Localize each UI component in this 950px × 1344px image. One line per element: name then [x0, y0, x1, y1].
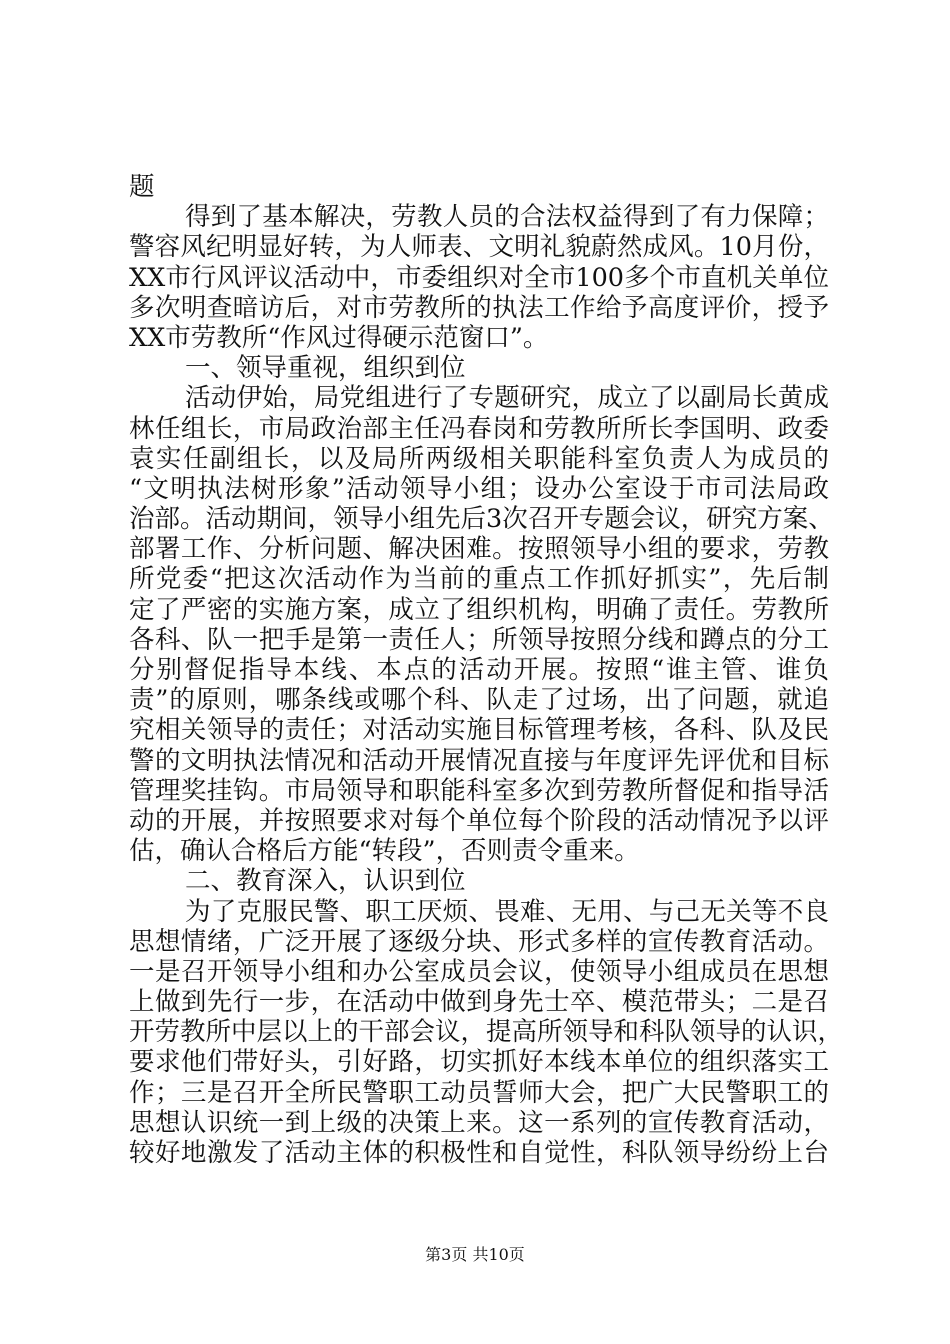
- page-footer: [0, 1242, 950, 1265]
- text-line: 分别督促指导本线、本点的活动开展。按照“谁主管、谁负: [129, 655, 829, 685]
- text-line: 开劳教所中层以上的干部会议，提高所领导和科队领导的认识，: [129, 1017, 844, 1048]
- text-line: 袁实任副组长，以及局所两级相关职能科室负责人为成员的: [129, 443, 829, 474]
- text-line: 警的文明执法情况和活动开展情况直接与年度评先评优和目标: [129, 745, 829, 776]
- text-line: “文明执法树形象”活动领导小组；设办公室设于市司法局政: [129, 473, 829, 504]
- page-number-label: 第3页 共10页: [425, 1245, 525, 1264]
- text-line: 得到了基本解决，劳教人员的合法权益得到了有力保障；: [185, 202, 829, 233]
- text-line: 估，确认合格后方能“转段”，否则责令重来。: [129, 836, 640, 867]
- text-line: 究相关领导的责任；对活动实施目标管理考核，各科、队及民: [129, 715, 829, 746]
- text-line: 活动伊始，局党组进行了专题研究，成立了以副局长黄成: [185, 383, 829, 414]
- text-line: XX市行风评议活动中，市委组织对全市100多个市直机关单位: [129, 262, 829, 293]
- text-line: 较好地激发了活动主体的积极性和自觉性，科队领导纷纷上台: [129, 1138, 829, 1168]
- text-line: 一、领导重视，组织到位: [185, 353, 466, 384]
- text-line: 定了严密的实施方案，成立了组织机构，明确了责任。劳教所: [129, 594, 829, 625]
- text-line: 为了克服民警、职工厌烦、畏难、无用、与己无关等不良: [185, 896, 829, 927]
- text-line: 思想认识统一到上级的决策上来。这一系列的宣传教育活动，: [129, 1107, 829, 1138]
- text-line: 一是召开领导小组和办公室成员会议，使领导小组成员在思想: [129, 956, 829, 987]
- document-body: [129, 172, 844, 1168]
- text-line: 动的开展，并按照要求对每个单位每个阶段的活动情况予以评: [129, 805, 829, 836]
- text-line: 部署工作、分析问题、解决困难。按照领导小组的要求，劳教: [129, 534, 829, 565]
- text-line: 各科、队一把手是第一责任人；所领导按照分线和蹲点的分工: [129, 624, 829, 655]
- text-line: 警容风纪明显好转，为人师表、文明礼貌蔚然成风。10月份，: [129, 232, 829, 263]
- text-line: 多次明查暗访后，对市劳教所的执法工作给予高度评价，授予: [129, 292, 829, 323]
- text-line: 思想情绪，广泛开展了逐级分块、形式多样的宣传教育活动。: [129, 926, 829, 957]
- text-line: 要求他们带好头，引好路，切实抓好本线本单位的组织落实工: [129, 1047, 829, 1078]
- text-line: 治部。活动期间，领导小组先后3次召开专题会议，研究方案、: [129, 504, 834, 535]
- text-line: 作；三是召开全所民警职工动员誓师大会，把广大民警职工的: [129, 1077, 829, 1108]
- text-line: 责”的原则，哪条线或哪个科、队走了过场，出了问题，就追: [129, 685, 829, 716]
- text-line: 题: [129, 172, 155, 202]
- text-line: 二、教育深入，认识到位: [185, 866, 466, 897]
- text-line: 管理奖挂钩。市局领导和职能科室多次到劳教所督促和指导活: [129, 775, 829, 806]
- text-line: 所党委“把这次活动作为当前的重点工作抓好抓实”，先后制: [129, 564, 829, 595]
- text-line: 上做到先行一步，在活动中做到身先士卒、模范带头；二是召: [129, 987, 829, 1018]
- text-line: 林任组长，市局政治部主任冯春岗和劳教所所长李国明、政委: [129, 413, 829, 444]
- text-line: XX市劳教所“作风过得硬示范窗口”。: [129, 322, 549, 353]
